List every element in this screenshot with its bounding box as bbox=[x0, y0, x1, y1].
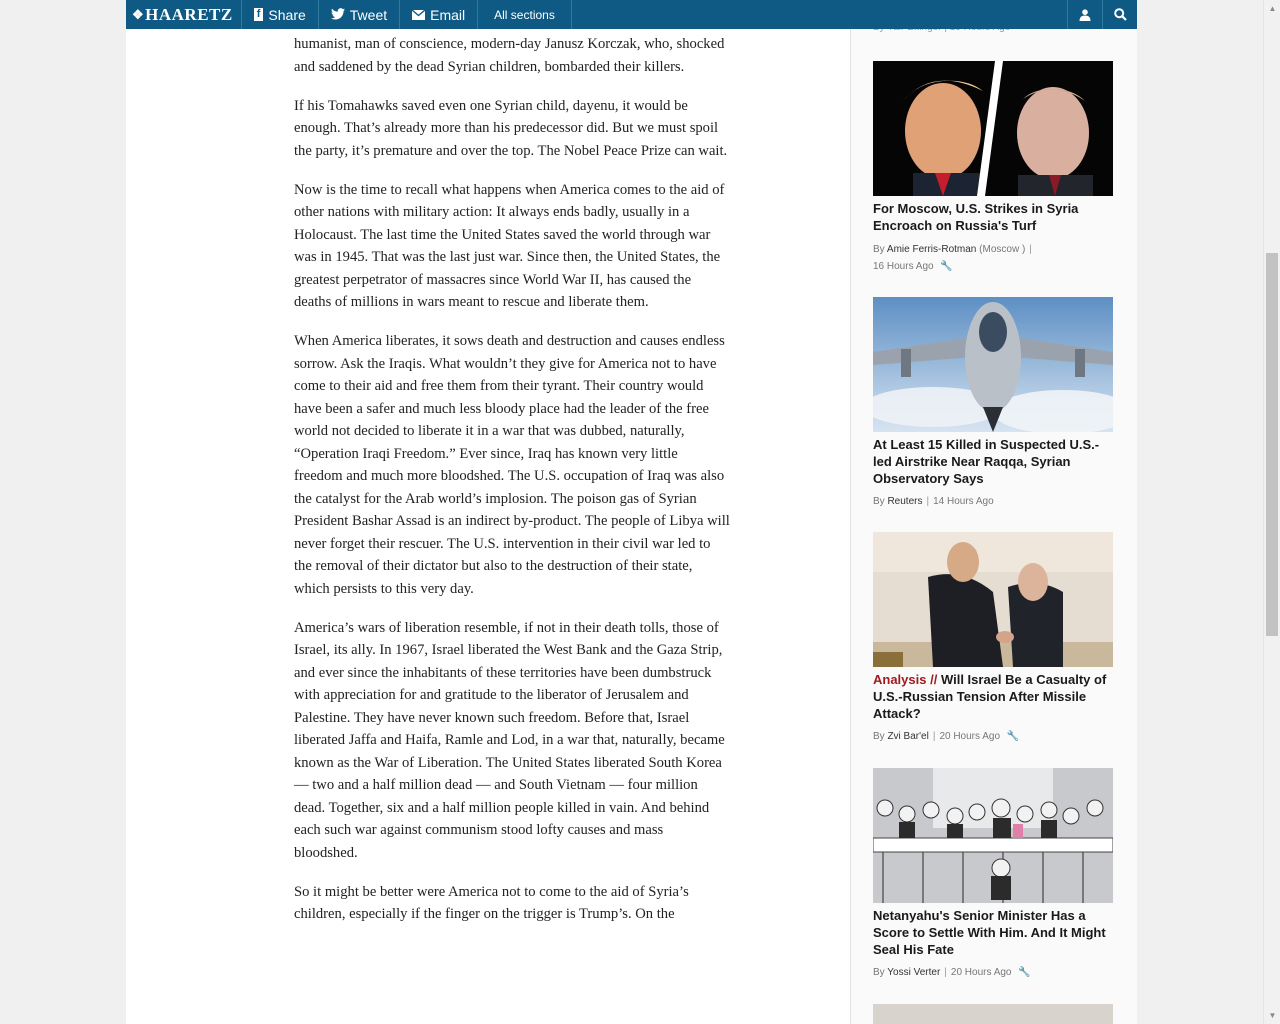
twitter-icon bbox=[331, 7, 345, 23]
card-title-text: Will Israel Be a Casualty of U.S.-Russian Tension After Missile Attack? bbox=[873, 672, 1107, 721]
trump-putin-photo[interactable] bbox=[873, 61, 1113, 196]
email-button[interactable] bbox=[400, 0, 478, 29]
card-author[interactable]: Zvi Bar'el bbox=[887, 731, 929, 743]
card-time: 14 Hours Ago bbox=[933, 496, 994, 508]
tweet-label: Tweet bbox=[349, 6, 388, 23]
haaretz-logo[interactable] bbox=[126, 0, 242, 29]
logo-text: HAARETZ bbox=[145, 4, 233, 24]
by-label: By bbox=[873, 967, 885, 979]
card-author[interactable]: Amie Ferris-Rotman bbox=[886, 243, 977, 255]
logo-mark-icon: ❖ bbox=[132, 6, 145, 22]
top-navigation-bar bbox=[126, 0, 1137, 29]
card-meta bbox=[873, 493, 1113, 510]
article-paragraph: Now is the time to recall what happens when America comes to the aid of other nations with military action: It always ends badly, usually in a Holocaust. The last time the United States saved the world through war was in 1945. That was the last just war. Since then, the United States, the greatest perpetrator of massacres since World War II, has caused the deaths of millions in wars meant to rescue and liberate them. bbox=[294, 181, 725, 310]
card-title[interactable] bbox=[873, 672, 1113, 722]
sidebar-card[interactable] bbox=[873, 297, 1113, 510]
article-paragraph: America’s wars of liberation resemble, if not in their death tolls, those of Israel, its ally. In 1967, Israel liberated the West Bank and the Gaza Strip, and ever since the inhabitants of these territories have been dumbstruck with appreciation for and gratitude to the liberator of Jerusalem and Palestine. They have never known such freedom. Before that, Israel liberated Jaffa and Haifa, Ramle and Lod, in a war that, naturally, became known as the War of Liberation. The United States liberated South Korea — two and a half million dead — and South Vietnam — four million dead. Together, six and a half million people killed in vain. And behind each such war against communism stood lofty causes and mass bloodshed. bbox=[294, 619, 725, 861]
search-icon[interactable] bbox=[1102, 0, 1137, 29]
cartoon-illustration[interactable] bbox=[873, 768, 1113, 903]
sidebar-card[interactable] bbox=[873, 768, 1113, 981]
by-label: By bbox=[873, 731, 885, 743]
card-author[interactable]: Reuters bbox=[887, 496, 923, 508]
card-meta bbox=[873, 728, 1113, 745]
card-time: 20 Hours Ago bbox=[950, 967, 1012, 979]
facebook-icon: f bbox=[254, 8, 264, 21]
meta-separator: | bbox=[932, 731, 936, 743]
share-button[interactable] bbox=[242, 0, 319, 29]
by-label: By bbox=[873, 496, 885, 508]
meta-separator: | bbox=[944, 967, 947, 979]
card-author[interactable]: Yossi Verter bbox=[887, 967, 941, 979]
topbar-right-group bbox=[1067, 0, 1137, 29]
card-title-text: Netanyahu's Senior Minister Has a Score to Settle With Him. And It Might Seal His Fate bbox=[873, 908, 1106, 957]
card-label: Analysis // bbox=[873, 672, 938, 687]
card-title[interactable] bbox=[873, 437, 1113, 487]
meta-separator: | bbox=[1029, 243, 1032, 255]
card-time: 20 Hours Ago bbox=[939, 731, 1001, 743]
article-paragraph: If his Tomahawks saved even one Syrian child, dayenu, it would be enough. That’s already more than his predecessor did. But we must spoil the party, it’s premature and over the top. The Nobel Peace Prize can wait. bbox=[294, 97, 728, 159]
email-label: Email bbox=[430, 6, 466, 23]
envelope-icon bbox=[412, 7, 425, 23]
card-meta bbox=[873, 964, 1113, 981]
sidebar-card[interactable] bbox=[873, 1004, 1113, 1024]
article-body bbox=[294, 33, 730, 942]
meta-separator: | bbox=[926, 496, 930, 508]
netanyahu-putin-photo[interactable] bbox=[873, 532, 1113, 667]
article-paragraph: When America liberates, it sows death and destruction and causes endless sorrow. Ask the Iraqis. What wouldn’t they give for America not to have come to their aid and free them from their tyrant. Their country would have been a safer and much less bloody place had the leader of the free world not decided to liberate it in a war that was dubbed, naturally, “Operation Iraqi Freedom.” Ever since, Iraq has known very little freedom and much more bloodshed. The U.S. occupation of Iraq was also the catalyst for the Arab world’s implosion. The poison gas of Syrian President Bashar Assad is an indirect by-product. The people of Libya will never forget their rescuer. The U.S. intervention in their civil war led to the removal of their dictator but also to the destruction of their state, which persists to this very day. bbox=[294, 333, 730, 597]
article-paragraph: So it might be better were America not to come to the aid of Syria’s children, especially if the finger on the trigger is Trump’s. On the bbox=[294, 883, 689, 922]
card-title[interactable] bbox=[873, 908, 1113, 958]
fighter-jet-photo[interactable] bbox=[873, 297, 1113, 432]
column-divider bbox=[850, 0, 851, 1024]
sidebar-card[interactable] bbox=[873, 532, 1113, 745]
share-label: Share bbox=[268, 6, 306, 23]
page-scrollbar[interactable] bbox=[1263, 0, 1280, 1024]
premium-key-icon: 🔧 bbox=[1018, 967, 1031, 979]
card-location: (Moscow ) bbox=[979, 243, 1026, 255]
premium-key-icon: 🔧 bbox=[940, 260, 953, 272]
card-title[interactable] bbox=[873, 201, 1113, 235]
card-meta bbox=[873, 241, 1113, 275]
premium-key-icon: 🔧 bbox=[1006, 731, 1020, 743]
scroll-down-arrow-icon[interactable]: ▼ bbox=[1268, 1011, 1277, 1020]
tweet-button[interactable] bbox=[319, 0, 400, 29]
card-title-text: At Least 15 Killed in Suspected U.S.-led Airstrike Near Raqqa, Syrian Observatory Says bbox=[873, 437, 1100, 486]
card-time: 16 Hours Ago bbox=[873, 260, 934, 272]
scroll-up-arrow-icon[interactable]: ▲ bbox=[1268, 4, 1277, 13]
user-icon[interactable] bbox=[1067, 0, 1102, 29]
article-paragraph: humanist, man of conscience, modern-day Janusz Korczak, who, shocked and saddened by the dead Syrian children, bombarded their killers. bbox=[294, 36, 725, 75]
all-sections-button[interactable]: All sections bbox=[478, 0, 572, 29]
by-label: By bbox=[873, 243, 885, 255]
card-title-text: For Moscow, U.S. Strikes in Syria Encroach on Russia's Turf bbox=[873, 201, 1079, 233]
partial-photo[interactable] bbox=[873, 1004, 1113, 1024]
scrollbar-thumb[interactable] bbox=[1266, 253, 1278, 636]
sidebar-card[interactable] bbox=[873, 61, 1113, 275]
